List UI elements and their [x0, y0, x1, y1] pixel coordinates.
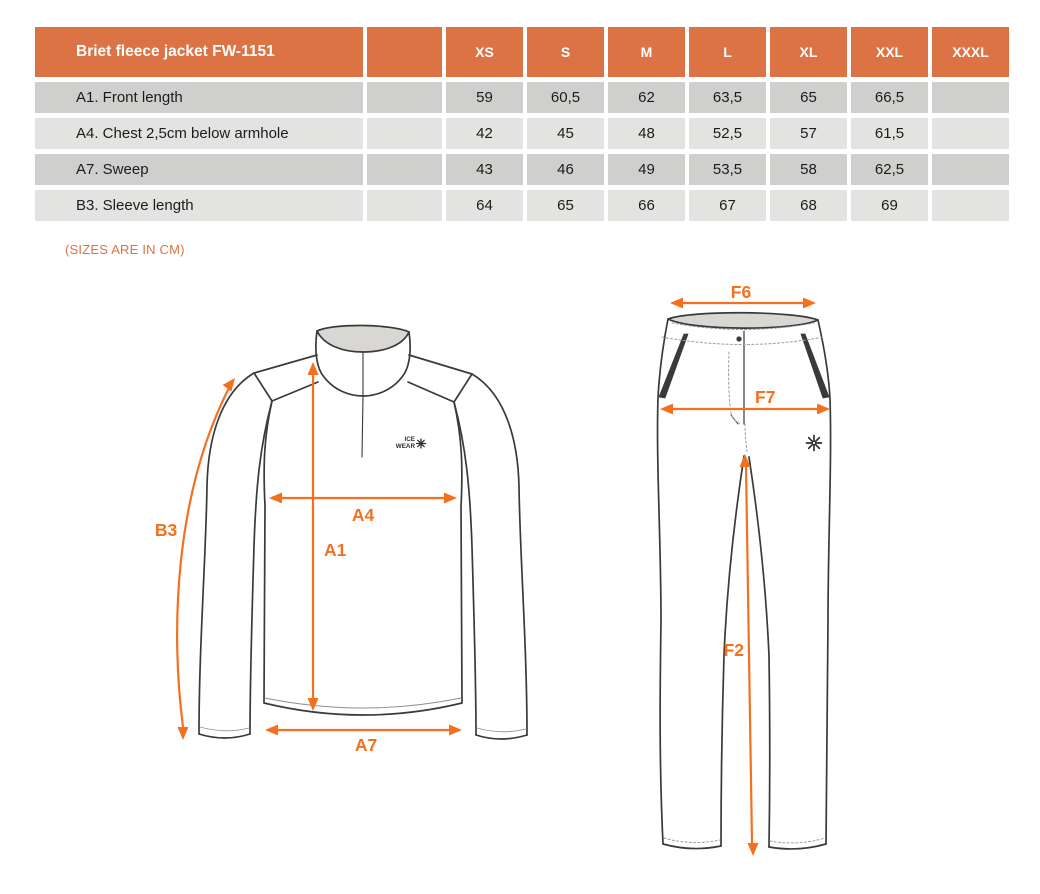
jacket-cuff-left: [199, 734, 250, 738]
size-header-s: S: [527, 27, 604, 77]
jacket-logo: [396, 436, 426, 450]
size-value-cell: 49: [608, 154, 685, 185]
row-spacer-cell: [367, 190, 442, 221]
size-value-cell: 52,5: [689, 118, 766, 149]
size-value-cell: 46: [527, 154, 604, 185]
a1-label: A1: [324, 540, 347, 560]
size-header-xxl: XXL: [851, 27, 928, 77]
size-header-l: L: [689, 27, 766, 77]
row-label: A4. Chest 2,5cm below armhole: [35, 118, 363, 149]
size-value-cell: 53,5: [689, 154, 766, 185]
pants-arrows: [667, 303, 823, 843]
jacket-shoulder-left: [254, 355, 318, 401]
size-value-cell: 65: [527, 190, 604, 221]
row-spacer-cell: [367, 154, 442, 185]
product-title-cell: Briet fleece jacket FW-1151: [35, 27, 363, 77]
size-value-cell: 66,5: [851, 82, 928, 113]
measurement-diagrams: [0, 270, 1040, 894]
size-value-cell: [932, 82, 1009, 113]
size-header-xxxl: XXXL: [932, 27, 1009, 77]
jacket-drawing: [199, 325, 527, 739]
size-value-cell: 65: [770, 82, 847, 113]
size-value-cell: 61,5: [851, 118, 928, 149]
jacket-sleeve-left: [199, 373, 272, 734]
jacket-cuff-left-stitch: [200, 727, 249, 731]
jacket-logo-text-1: ICE: [404, 436, 415, 443]
size-value-cell: 58: [770, 154, 847, 185]
size-value-cell: 43: [446, 154, 523, 185]
size-value-cell: 62,5: [851, 154, 928, 185]
a7-label: A7: [354, 735, 378, 755]
size-value-cell: [932, 118, 1009, 149]
size-value-cell: 42: [446, 118, 523, 149]
pants-logo-snowflake-icon: [807, 436, 822, 451]
jacket-body: [264, 401, 462, 715]
measurement-labels: [155, 282, 776, 755]
size-value-cell: [932, 190, 1009, 221]
size-value-cell: 57: [770, 118, 847, 149]
jacket-shoulder-right: [408, 355, 472, 402]
f7-label: F7: [755, 387, 776, 407]
pants-arrowheads: [660, 298, 830, 857]
size-value-cell: 66: [608, 190, 685, 221]
b3-label: B3: [154, 520, 178, 540]
row-label: A1. Front length: [35, 82, 363, 113]
jacket-zipper: [362, 352, 363, 457]
pants-pocket-right: [801, 334, 829, 398]
size-value-cell: 68: [770, 190, 847, 221]
row-label: B3. Sleeve length: [35, 190, 363, 221]
row-spacer-cell: [367, 118, 442, 149]
jacket-hem-stitch: [265, 698, 461, 708]
size-table: [35, 27, 1009, 221]
jacket-sleeve-right: [454, 374, 527, 735]
pants-hems: [663, 844, 826, 849]
size-value-cell: 59: [446, 82, 523, 113]
size-value-cell: 48: [608, 118, 685, 149]
a4-label: A4: [351, 505, 375, 525]
row-label: A7. Sweep: [35, 154, 363, 185]
pants-button: [736, 336, 741, 341]
size-value-cell: [932, 154, 1009, 185]
size-value-cell: 69: [851, 190, 928, 221]
jacket-logo-snowflake-icon: [417, 439, 426, 448]
size-header-xs: XS: [446, 27, 523, 77]
size-header-xl: XL: [770, 27, 847, 77]
jacket-arrowheads: [178, 362, 463, 740]
size-value-cell: 60,5: [527, 82, 604, 113]
size-value-cell: 62: [608, 82, 685, 113]
size-value-cell: 64: [446, 190, 523, 221]
size-value-cell: 63,5: [689, 82, 766, 113]
sizes-unit-note: (SIZES ARE IN CM): [65, 242, 185, 257]
f2-label: F2: [723, 640, 744, 660]
f6-label: F6: [730, 282, 752, 302]
jacket-arrows: [177, 374, 455, 730]
row-spacer-cell: [367, 82, 442, 113]
size-header-m: M: [608, 27, 685, 77]
pants-drawing: [658, 313, 831, 849]
jacket-cuff-right-stitch: [477, 728, 526, 732]
jacket-cuff-right: [476, 735, 527, 739]
size-value-cell: 45: [527, 118, 604, 149]
jacket-logo-text-2: WEAR: [395, 443, 415, 450]
f2-arrow: [746, 466, 752, 843]
size-value-cell: 67: [689, 190, 766, 221]
header-spacer-cell: [367, 27, 442, 77]
jacket-collar-inner: [317, 325, 409, 352]
